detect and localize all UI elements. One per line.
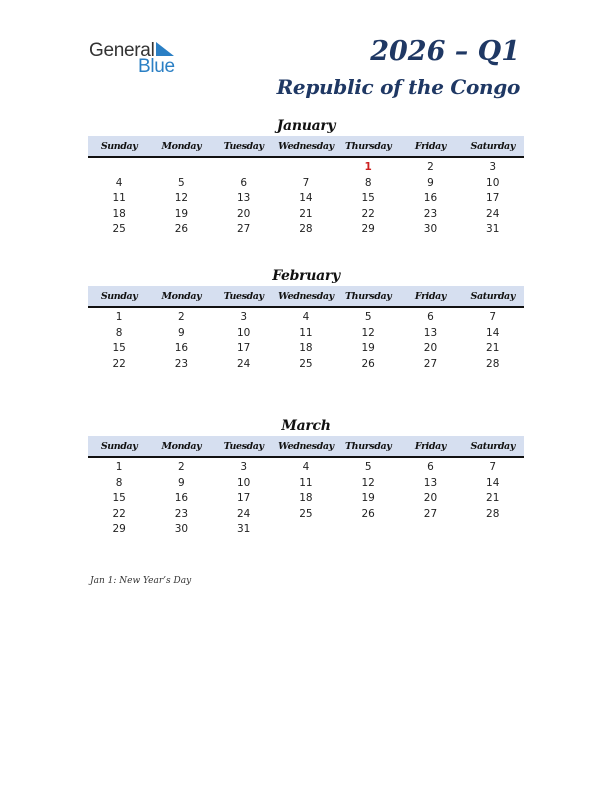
day-cell: 26: [361, 357, 375, 370]
day-cell: [337, 522, 399, 538]
day-cell: 24: [236, 507, 251, 520]
day-cell: 24: [486, 207, 500, 220]
day-cell: 29: [361, 223, 375, 235]
day-cell: 26: [174, 223, 189, 235]
day-cell: 27: [423, 357, 438, 370]
day-cell: 4: [302, 461, 310, 473]
day-cell: 28: [486, 357, 500, 370]
week-row: [88, 491, 524, 507]
day-cell: 6: [240, 176, 247, 189]
day-cell: 17: [236, 492, 251, 504]
day-cell: 14: [486, 476, 500, 489]
month-name: March: [281, 418, 331, 434]
day-cell: 8: [364, 176, 372, 189]
day-cell: 15: [112, 342, 126, 354]
week-row: [88, 222, 524, 238]
day-cell: 20: [423, 492, 438, 504]
weekday-label: Monday: [161, 291, 202, 302]
weekday-label: Wednesday: [278, 141, 334, 152]
month-name: February: [272, 268, 340, 284]
day-cell: 22: [361, 207, 375, 220]
day-cell: 12: [361, 326, 375, 339]
day-cell: 19: [361, 492, 375, 504]
week-row: [88, 176, 524, 192]
weekday-label: Saturday: [470, 141, 515, 152]
day-cell: 21: [486, 492, 500, 504]
day-cell: 4: [115, 176, 123, 189]
weekday-label: Saturday: [470, 291, 515, 302]
day-cell: 15: [112, 492, 126, 504]
weekday-label: Wednesday: [278, 441, 334, 452]
day-cell: 19: [174, 207, 189, 220]
day-cell: 9: [178, 476, 185, 489]
day-cell: 23: [423, 207, 438, 220]
month-block-february: [88, 266, 524, 372]
week-row: [88, 522, 524, 538]
weekday-header-row: [88, 436, 524, 458]
day-cell: 25: [299, 507, 313, 520]
day-cell: 12: [174, 192, 189, 204]
day-cell: 30: [423, 223, 438, 235]
weekday-label: Tuesday: [223, 291, 264, 302]
week-row: [88, 357, 524, 373]
weekday-label: Thursday: [345, 291, 392, 302]
day-cell: [399, 522, 461, 538]
weekday-label: Sunday: [100, 291, 138, 302]
day-cell: 7: [489, 311, 497, 323]
weekday-label: Thursday: [345, 141, 392, 152]
day-cell: 14: [299, 192, 313, 204]
weekday-label: Sunday: [100, 441, 138, 452]
day-cell: 13: [236, 192, 251, 204]
month-block-march: [88, 416, 524, 538]
weekday-label: Wednesday: [278, 291, 334, 302]
week-row: [88, 310, 524, 326]
day-cell: 13: [423, 326, 438, 339]
day-cell: 22: [112, 357, 126, 370]
holiday-day-cell: 1: [364, 161, 372, 173]
day-cell: 9: [178, 326, 185, 339]
day-cell: 15: [361, 192, 375, 204]
day-cell: 7: [302, 176, 310, 189]
day-cell: 7: [489, 461, 497, 473]
day-cell: 12: [361, 476, 375, 489]
day-cell: 11: [112, 192, 126, 204]
weeks-grid: [88, 458, 524, 538]
week-row: [88, 460, 524, 476]
month-block-january: [88, 116, 524, 238]
day-cell: 22: [112, 507, 126, 520]
week-row: [88, 191, 524, 207]
weekday-label: Tuesday: [223, 441, 264, 452]
day-cell: 13: [423, 476, 438, 489]
day-cell: 2: [178, 311, 185, 323]
day-cell: 5: [178, 176, 185, 189]
day-cell: 28: [299, 223, 313, 235]
day-cell: 1: [115, 461, 123, 473]
weekday-label: Saturday: [470, 441, 515, 452]
day-cell: 21: [299, 207, 313, 220]
weekday-label: Thursday: [345, 441, 392, 452]
weeks-grid: [88, 308, 524, 372]
day-cell: 27: [423, 507, 438, 520]
weekday-label: Friday: [414, 441, 447, 452]
day-cell: 2: [427, 161, 434, 173]
day-cell: 4: [302, 311, 310, 323]
general-blue-logo: [89, 40, 189, 76]
day-cell: 8: [115, 476, 123, 489]
weekday-label: Monday: [161, 441, 202, 452]
day-cell: 29: [112, 523, 126, 535]
logo-text-general: General: [89, 40, 155, 61]
day-cell: 26: [361, 507, 375, 520]
day-cell: 21: [486, 342, 500, 354]
weeks-grid: [88, 158, 524, 238]
country-subtitle: Republic of the Congo: [276, 75, 520, 99]
day-cell: 2: [178, 461, 185, 473]
day-cell: 11: [299, 326, 313, 339]
day-cell: 18: [299, 342, 313, 354]
day-cell: 28: [486, 507, 500, 520]
month-name: January: [276, 118, 336, 134]
day-cell: 27: [236, 223, 251, 235]
day-cell: 23: [174, 507, 189, 520]
day-cell: 31: [486, 223, 500, 235]
day-cell: 6: [427, 461, 434, 473]
day-cell: 10: [486, 176, 500, 189]
day-cell: 25: [112, 223, 126, 235]
day-cell: 20: [236, 207, 251, 220]
day-cell: 6: [427, 311, 434, 323]
day-cell: [88, 160, 150, 176]
weekday-header-row: [88, 136, 524, 158]
day-cell: [462, 522, 524, 538]
day-cell: 3: [489, 161, 497, 173]
week-row: [88, 507, 524, 523]
day-cell: 5: [364, 461, 372, 473]
weekday-label: Friday: [414, 291, 447, 302]
day-cell: 24: [236, 357, 251, 370]
day-cell: 20: [423, 342, 438, 354]
weekday-header-row: [88, 286, 524, 308]
day-cell: 23: [174, 357, 189, 370]
weekday-label: Sunday: [100, 141, 138, 152]
week-row: [88, 160, 524, 176]
weekday-label: Friday: [414, 141, 447, 152]
holiday-note: Jan 1: New Year’s Day: [90, 576, 192, 586]
day-cell: [275, 160, 337, 176]
day-cell: 18: [112, 207, 126, 220]
day-cell: 10: [236, 476, 251, 489]
day-cell: [213, 160, 275, 176]
day-cell: [275, 522, 337, 538]
day-cell: 25: [299, 357, 313, 370]
day-cell: 14: [486, 326, 500, 339]
week-row: [88, 207, 524, 223]
day-cell: 5: [364, 311, 372, 323]
day-cell: 8: [115, 326, 123, 339]
day-cell: 17: [486, 192, 500, 204]
day-cell: 11: [299, 476, 313, 489]
day-cell: 16: [174, 492, 189, 504]
week-row: [88, 476, 524, 492]
logo-text-blue: Blue: [138, 56, 175, 77]
day-cell: 10: [236, 326, 251, 339]
day-cell: 30: [174, 523, 189, 535]
weekday-label: Monday: [161, 141, 202, 152]
day-cell: 16: [423, 192, 438, 204]
day-cell: 9: [427, 176, 434, 189]
week-row: [88, 341, 524, 357]
day-cell: 3: [240, 311, 247, 323]
day-cell: 3: [240, 461, 247, 473]
day-cell: 19: [361, 342, 375, 354]
day-cell: 18: [299, 492, 313, 504]
day-cell: 17: [236, 342, 251, 354]
day-cell: 31: [236, 523, 251, 535]
week-row: [88, 326, 524, 342]
day-cell: [150, 160, 212, 176]
weekday-label: Tuesday: [223, 141, 264, 152]
day-cell: 1: [115, 311, 123, 323]
page-title: 2026 – Q1: [370, 36, 520, 67]
day-cell: 16: [174, 342, 189, 354]
